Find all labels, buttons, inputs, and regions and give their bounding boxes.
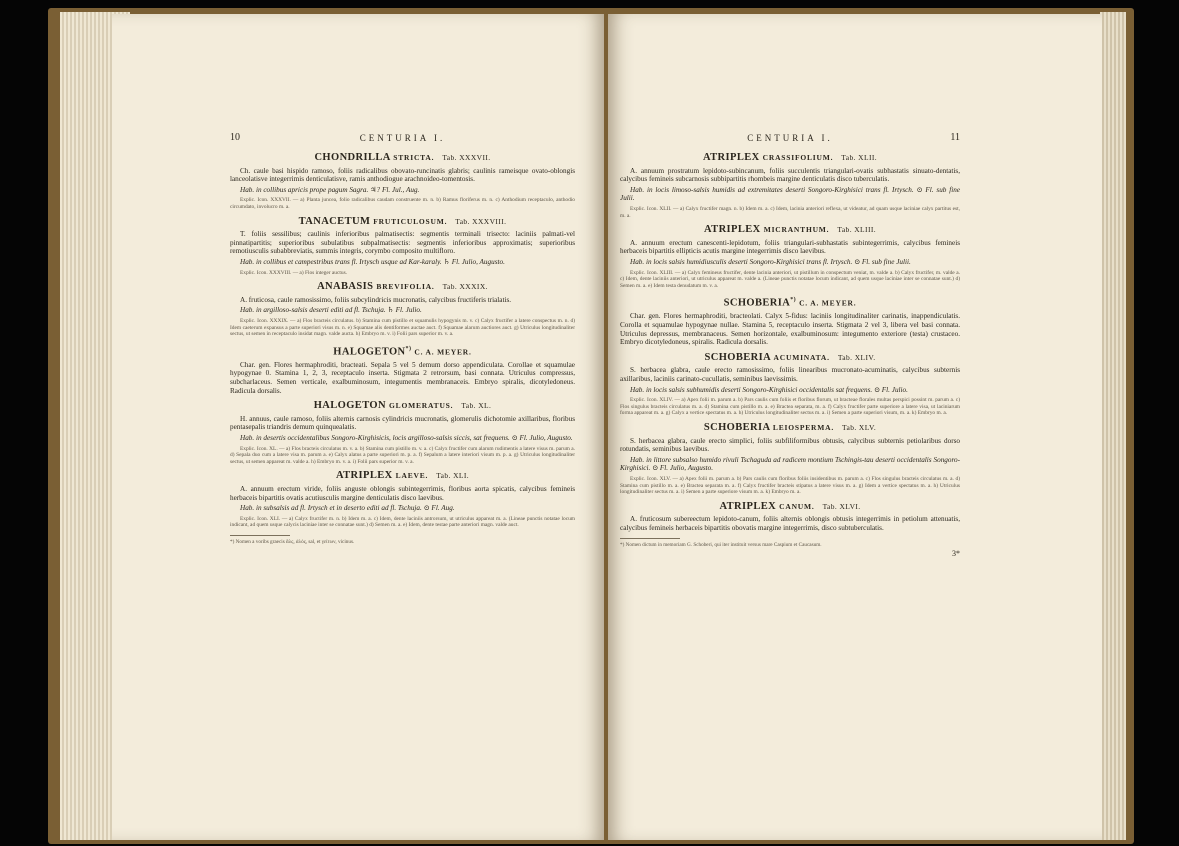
author-name: C. A. MEYER. <box>799 298 857 308</box>
left-page-content <box>230 134 575 545</box>
genus-name: ATRIPLEX <box>703 224 761 236</box>
plate-explanation: Explic. Icon. XLIV. — a) Apex folii m. parum a. b) Pars caulis cum foliis et floribus florum, ut bracteae florales multas perspici possint m. parum a. c) Flos singulus bracteis circulatus m. a. d) Stamina cum pistillo m. a. e) Bractea separata, m. a. f) Calyx fructifer parte superiore a latere visa, ut laciniarum forma appareat m. a. g) Calyx a vertice spectatus m. a. h) Utriculus longitudinaliter sectus m. a. i) Semen a parte superiori visum, m. a. k) Embryo m. a. <box>620 397 960 417</box>
species-description: S. herbacea glabra, caule erecto simplici, foliis subfiliformibus obtusis, calycibus subternis petiolaribus dorso rotundatis, seminibus laevibus. <box>620 436 960 454</box>
plate-reference: Tab. XXXVIII. <box>455 216 507 226</box>
habitat-line: Hab. in littore subsalso humido rivuli Tschaguda ad radicem montium Tschingis-tau deserti occidentalis Songoro-Kirghisici. ⊙ Fl. Julio, Augusto. <box>620 455 960 473</box>
species-entry <box>620 421 960 496</box>
footnote-rule <box>620 538 680 539</box>
species-epithet: ACUMINATA. <box>773 352 830 362</box>
species-heading <box>620 421 960 433</box>
species-epithet: CANUM. <box>779 501 815 511</box>
plate-explanation: Explic. Icon. XLII. — a) Calyx fructifer magn. n. b) Idem m. a. c) Idem, lacinia anteriori reflexa, ut videatur, ad quam usque laciniae calyx partitus est, m. a. <box>620 205 960 219</box>
page-number: 10 <box>230 132 240 143</box>
habitat-line: Hab. in locis salsis subhumidis deserti Songoro-Kirghisici occidentalis sat frequens. ⊙ Fl. Julio. <box>630 385 908 394</box>
running-head-title: CENTURIA I. <box>359 133 446 143</box>
habitat-line: Hab. in collibus apricis prope pagum Sagra. ♃? Fl. Jul., Aug. <box>240 185 420 194</box>
right-page-edges <box>1100 12 1126 840</box>
species-description: A. annuum prostratum lepidoto-subincanum, foliis succulentis triangulari-ovatis subhastatis sinuato-dentatis, calycibus femineis subcarnosis subbipartitis rhombeis margine denticulatis disco tuberculatis. <box>620 166 960 184</box>
species-entry <box>230 154 575 211</box>
habitat-line: Hab. in argilloso-salsis deserti editi ad fl. Tschuja. ♄ Fl. Julio. <box>240 306 422 315</box>
plate-reference: Tab. XL. <box>461 401 492 411</box>
habitat-line: Hab. in locis limoso-salsis humidis ad extremitates deserti Songoro-Kirghisici trans fl. Irtysch. ⊙ Fl. sub fine Julii. <box>620 185 960 203</box>
species-entry <box>620 226 960 289</box>
species-heading <box>230 154 575 163</box>
species-entry <box>230 472 575 529</box>
footnote-marker: *) <box>405 345 412 352</box>
habitat-line: Hab. in collibus et campestribus trans fl. Irtysch usque ad Kar-karaly. ♄ Fl. Julio, Augusto. <box>240 257 505 266</box>
footnote: *) Nomen dictum in memoriam G. Schoberi, qui iter instituit versus mare Caspium et Caucasum. <box>620 542 822 549</box>
species-heading <box>230 283 575 292</box>
plate-explanation: Explic. Icon. XXXVIII. — a) Flos integer auctus. <box>240 269 348 276</box>
species-description: S. herbacea glabra, caule erecto ramosissimo, foliis linearibus mucronato-acuminatis, calycibus subternis axillaribus, laciniis carinato-cucullatis, seminibus laevissimis. <box>620 366 960 383</box>
plate-explanation: Explic. Icon. XLI. — a) Calyx fructifer m. n. b) Idem m. a. c) Idem, dente laciniis antrorsum, ut utriculus appareat m. a. (Lineae punctis notatae locum indicant, ad quem usque calycis laciniae inter se connatae sunt.) d) Semen m. a. e) Idem, dente testae parte anteriori magn. valde auct. <box>230 515 575 529</box>
species-entry <box>620 296 960 346</box>
plate-reference: Tab. XLV. <box>842 422 877 432</box>
species-heading <box>620 154 960 163</box>
author-name: C. A. MEYER. <box>414 347 472 357</box>
plate-reference: Tab. XLIII. <box>837 225 877 235</box>
species-entry <box>230 345 575 395</box>
species-entry <box>620 154 960 219</box>
species-description: Char. gen. Flores hermaphroditi, bracteati. Sepala 5 vel 5 demum dorso appendiculata. Corollae et squamulae hypogynae 0. Stamina 1, 2, 3, receptaculo inserta. Stigmata 2 retrorsum, basi connata. Utriculus compressus, subcharlaceus. Semen verticale, exalbuminosum, integumentis membranaceis. Embryo spiralis, dicotyledoneus. Radicula dorsalis. <box>230 360 575 395</box>
plate-explanation: Explic. Icon. XXXVII. — a) Planta juncea, folio radicalibus caudam construente m. n. b) Ramus floriferus m. n. c) Anthodium receptaculo, anthodio circumdato, involucro m. a. <box>230 197 575 210</box>
species-heading <box>230 215 575 227</box>
entry-list <box>620 154 960 532</box>
left-page <box>112 14 604 840</box>
plate-reference: Tab. XLI. <box>436 471 470 481</box>
species-epithet: LEIOSPERMA. <box>772 422 835 432</box>
species-description: T. foliis sessilibus; caulinis inferioribus palmatisectis: segmentis terminali trisecto: laciniis palmati-vel pinnatipartitis; superioribus subulatibus subpalmatisectis: segmentis inferioribus approximatis; superioribus remotiusculis subabbreviatis, summis integris, corymbo composito multifloro. <box>230 230 575 256</box>
running-head <box>230 134 575 146</box>
running-head <box>620 134 960 146</box>
species-entry <box>230 215 575 277</box>
species-epithet: BREVIFOLIA. <box>376 282 435 292</box>
plate-reference: Tab. XLII. <box>841 153 878 162</box>
species-entry <box>620 351 960 417</box>
species-heading <box>620 226 960 235</box>
genus-name: TANACETUM <box>298 215 371 227</box>
species-heading <box>620 296 960 308</box>
species-heading <box>230 402 575 411</box>
species-epithet: CRASSIFOLIUM. <box>762 153 834 162</box>
genus-name: ANABASIS <box>317 281 374 293</box>
genus-name: ATRIPLEX <box>335 470 393 482</box>
species-epithet: STRICTA. <box>393 153 435 162</box>
species-epithet: GLOMERATUS. <box>389 401 454 411</box>
genus-name: SCHOBERIA <box>723 297 791 309</box>
plate-reference: Tab. XXXIX. <box>442 282 488 292</box>
species-description: A. fruticosa, caule ramosissimo, foliis subcylindricis mucronatis, calycibus fructiferis trialatis. <box>240 295 512 304</box>
plate-explanation: Explic. Icon. XLIII. — a) Calyx femineus fructifer, dente lacinia anteriori, ut pistillum in conspectum veniat, m. valde a. b) Calyx fructifer, m. valde a. c) Idem, dente laciniis anteriori, ut utriculus appareat m. valde a. (Lineae punctis notatae locum indicant, ad quem usque laciniae inter se connatae sunt.) d) Semen m. a. e) Idem testa denudatum m. v. a. <box>620 269 960 289</box>
entry-list <box>230 154 575 529</box>
species-heading <box>230 345 575 357</box>
species-description: A. annuum erectum canescenti-lepidotum, foliis triangulari-subhastatis subintegerrimis, calycibus femineis herbaceis bipartitis ellipticis acutis margine integerrimis disco laevibus. <box>620 238 960 256</box>
species-description: Char. gen. Flores hermaphroditi, bracteolati. Calyx 5-fidus: laciniis longitudinaliter carinatis, inappendiculatis. Corolla et squamulae hypogynae nullae. Stamina 5, receptaculo inserta. Stigmata 2 vel 3, libera vel basi connata. Utriculus depressus, membranaceus. Semen horizontale, exalbuminosum: integumento exteriore (testa) crustaceo. Embryo dicotyledoneus, spiralis. Radicula dorsalis. <box>620 312 960 347</box>
habitat-line: Hab. in subsalsis ad fl. Irtysch et in deserto editi ad fl. Tschuja. ⊙ Fl. Aug. <box>240 504 455 513</box>
footnote-rule <box>230 535 290 536</box>
species-heading <box>230 472 575 481</box>
species-heading <box>620 351 960 363</box>
habitat-line: Hab. in locis salsis humidiusculis deserti Songoro-Kirghisici trans fl. Irtysch. ⊙ Fl. sub fine Julii. <box>630 257 911 266</box>
species-entry <box>230 402 575 465</box>
genus-name: CHONDRILLA <box>314 152 391 163</box>
species-entry <box>620 500 960 533</box>
habitat-line: Hab. in desertis occidentalibus Songoro-Kirghisicis, locis argilloso-salsis siccis, sat frequens. ⊙ Fl. Julio, Augusto. <box>240 433 573 442</box>
genus-name: HALOGETON <box>333 346 406 358</box>
plate-reference: Tab. XXXVII. <box>442 153 491 162</box>
running-head-title: CENTURIA I. <box>747 133 833 143</box>
signature-mark: 3* <box>952 549 960 559</box>
species-entry <box>230 283 575 338</box>
genus-name: SCHOBERIA <box>704 351 771 363</box>
plate-explanation: Explic. Icon. XL. — a) Flos bracteis circulatus m. v. a. b) Stamina cum pistillo m. v. a. c) Calyx fructifer cum alarum rudimentis a latere visus m. parum a. d) Sepala duo cum a latere visa m. parum a. e) Calyx alatus a parte superiori m. p. a. f) Sepalum a latere interiori visum m. p. a. g) Utriculus longitudinaliter sectus, ut semen appareat m. valde a. h) Embryo m. v. a. i) Folii pars superior m. v. a. <box>230 445 575 465</box>
species-epithet: FRUTICULOSUM. <box>373 216 448 226</box>
species-description: H. annuus, caule ramoso, foliis alternis carnosis cylindricis mucronatis, glomerulis dichotomie axillaribus, floribus pentasepalis triandris demum quinquealatis. <box>230 414 575 432</box>
plate-reference: Tab. XLVI. <box>822 501 861 511</box>
species-epithet: MICRANTHUM. <box>763 225 830 235</box>
species-description: A. annuum erectum viride, foliis anguste oblongis subintegerrimis, floribus aorta spicatis, calycibus femineis herbaceis bipartitis ovatis acutiusculis margine denticulatis disco laevibus. <box>230 484 575 502</box>
right-page <box>608 14 1102 840</box>
right-page-content <box>620 134 960 559</box>
genus-name: SCHOBERIA <box>703 421 770 433</box>
plate-reference: Tab. XLIV. <box>837 352 876 362</box>
footnote-marker: *) <box>790 297 797 304</box>
species-heading <box>620 500 960 512</box>
species-epithet: LAEVE. <box>395 471 429 481</box>
plate-explanation: Explic. Icon. XLV. — a) Apex folii m. parum a. b) Pars caulis cum floribus foliis insidentibus m. parum a. c) Flos singulus bracteis circulatus m. a. d) Stamina cum pistillo m. a. e) Bractea separata m. a. f) Calyx fructifer bracteis stipatus a latere visus m. a. g) Idem a vertice spectatus m. a. h) Utriculus longitudinaliter sectus m. a. i) Semen a parte superiore visum m. a. k) Embryo m. a. <box>620 475 960 496</box>
species-description: A. fruticosum subereectum lepidoto-canum, foliis alternis oblongis obtusis integerrimis in petiolum attenuatis, calycibus femineis herbaceis bipartitis obovatis margine integerrimis, disco subtuberculatis. <box>620 515 960 532</box>
plate-explanation: Explic. Icon. XXXIX. — a) Flos bracteis circulatus. b) Stamina cum pistillo et squamulis hypogynis m. v. c) Calyx fructifer a latere conspectus m. n. d) Idem caeterum expansus a parte superiori visus m. n. e) Squamae alis dentiformes auctae auct. f) Squamae alarum auctiores auct. g) Utriculus longitudinaliter sectus, ut semen in receptaculo insidat magn. valde aucta. h) Embryo m. v. i) Folii pars superior m. v. a. <box>230 317 575 338</box>
page-number: 11 <box>950 132 960 143</box>
genus-name: HALOGETON <box>313 400 386 412</box>
species-description: Ch. caule basi hispido ramoso, foliis radicalibus obovato-runcinatis glabris; caulinis rameisque ovato-oblongis lanceolatisve integerrimis denticulatisve, ramis anthodiogue arachnoideo-tomentosis. <box>230 166 575 184</box>
genus-name: ATRIPLEX <box>719 500 777 512</box>
genus-name: ATRIPLEX <box>702 152 760 163</box>
footnote: *) Nomen a voribs graecis ἅλς, ἁλός, sal, et γείτων, vicinus. <box>230 538 355 545</box>
